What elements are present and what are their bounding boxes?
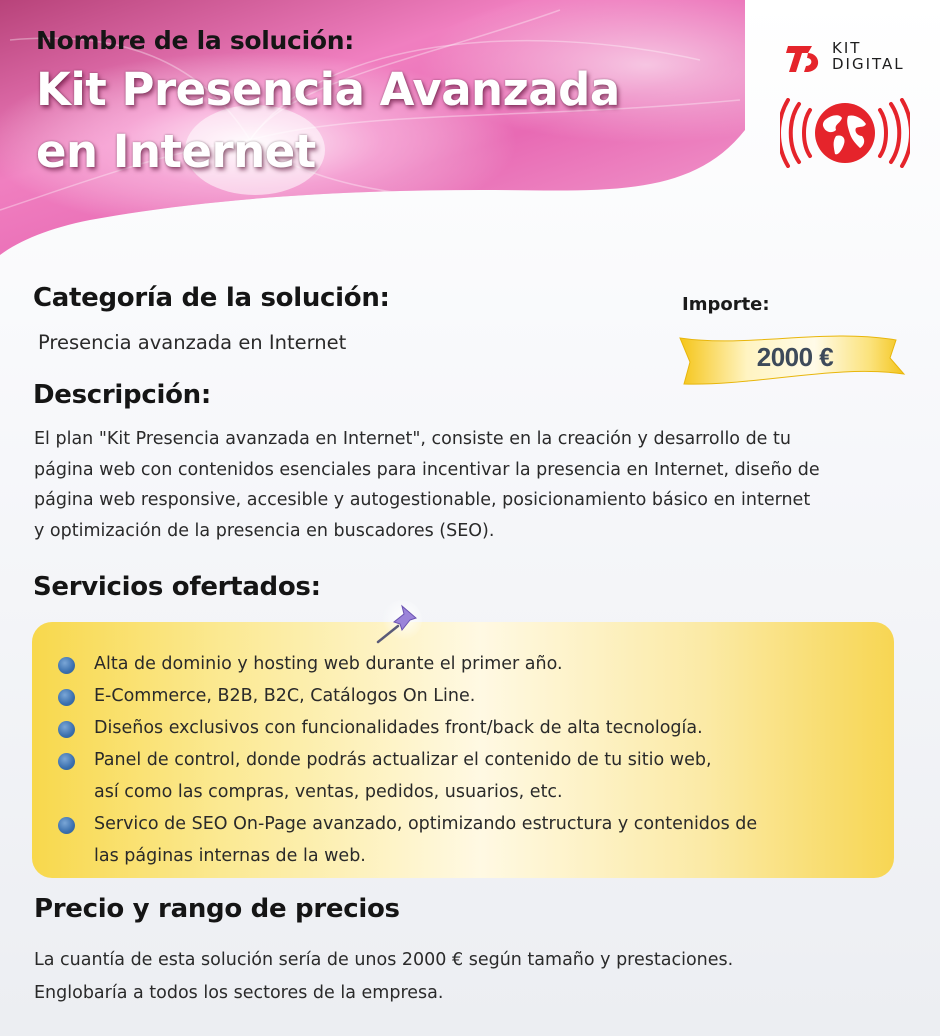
title-line-1: Kit Presencia Avanzada xyxy=(36,63,620,116)
description-line: y optimización de la presencia en buscadores (SEO). xyxy=(34,520,495,541)
logo-text-kit: KIT xyxy=(832,39,862,57)
pricing-line: La cuantía de esta solución sería de unos 2000 € según tamaño y prestaciones. xyxy=(34,950,734,970)
list-item xyxy=(56,648,896,680)
category-value: Presencia avanzada en Internet xyxy=(38,331,347,354)
bullet-icon xyxy=(58,657,75,674)
pushpin-icon xyxy=(372,600,424,648)
list-item xyxy=(56,808,896,872)
kit-digital-logo xyxy=(786,40,916,80)
price-tag-value: 2000 € xyxy=(756,342,834,372)
services-list xyxy=(56,648,896,872)
bullet-icon xyxy=(58,721,75,738)
description-line: página web con contenidos esenciales para incentivar la presencia en Internet, diseño de xyxy=(34,459,820,480)
page-title xyxy=(36,59,620,183)
list-item xyxy=(56,712,896,744)
description-line: página web responsive, accesible y autogestionable, posicionamiento básico en internet xyxy=(34,490,811,510)
service-text: E-Commerce, B2B, B2C, Catálogos On Line. xyxy=(94,686,476,706)
logo-text-digital: DIGITAL xyxy=(832,55,905,73)
header-banner xyxy=(0,0,760,260)
service-text-continued: así como las compras, ventas, pedidos, usuarios, etc. xyxy=(94,782,563,802)
kit-digital-logo-icon xyxy=(786,42,826,76)
description-line: El plan "Kit Presencia avanzada en Internet", consiste en la creación y desarrollo de tu xyxy=(34,429,791,449)
service-text: Servico de SEO On-Page avanzado, optimizando estructura y contenidos de xyxy=(94,814,758,834)
bullet-icon xyxy=(58,689,75,706)
title-line-2: en Internet xyxy=(36,125,316,178)
globe-signal-icon xyxy=(780,98,910,168)
description-heading: Descripción: xyxy=(33,380,211,410)
bullet-icon xyxy=(58,817,75,834)
service-text: Panel de control, donde podrás actualizar el contenido de tu sitio web, xyxy=(94,750,712,770)
price-tag-label: Importe: xyxy=(682,294,770,315)
solution-name-label: Nombre de la solución: xyxy=(36,26,354,55)
bullet-icon xyxy=(58,753,75,770)
service-text: Alta de dominio y hosting web durante el primer año. xyxy=(94,654,563,674)
category-heading: Categoría de la solución: xyxy=(33,283,390,313)
pricing-line: Englobaría a todos los sectores de la empresa. xyxy=(34,983,444,1003)
list-item xyxy=(56,680,896,712)
pricing-heading: Precio y rango de precios xyxy=(34,894,400,924)
services-heading: Servicios ofertados: xyxy=(33,572,321,602)
pricing-body xyxy=(34,944,733,1010)
service-text: Diseños exclusivos con funcionalidades front/back de alta tecnología. xyxy=(94,718,703,738)
list-item xyxy=(56,744,896,808)
service-text-continued: las páginas internas de la web. xyxy=(94,846,366,866)
description-body xyxy=(34,424,820,546)
